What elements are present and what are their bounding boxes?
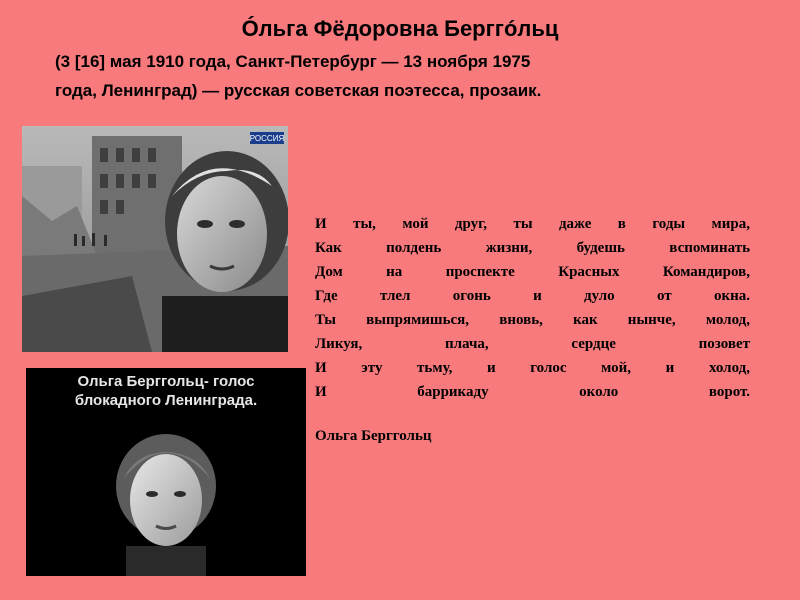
poem-author: Ольга Берггольц [315, 428, 432, 444]
caption-overlay-line-1: Ольга Берггольц- голос [77, 373, 255, 390]
subtitle-line-2: года, Ленинград) — русская советская поэтесса, прозаик. [55, 81, 542, 100]
poem-line: Как полдень жизни, будешь вспоминать [315, 240, 750, 256]
poem-line: Ликуя, плача, сердце позовет [315, 336, 750, 352]
photo-caption-overlay [26, 372, 306, 410]
portrait-photo-caption [26, 368, 306, 576]
slide-subtitle [55, 47, 655, 105]
poem-line: И ты, мой друг, ты даже в годы мира, [315, 216, 750, 232]
portrait-photo-street [22, 126, 288, 352]
caption-overlay-line-2: блокадного Ленинграда. [74, 392, 258, 409]
poem-line: Ты выпрямишься, вновь, как нынче, молод, [315, 312, 750, 328]
poem [315, 212, 750, 404]
subtitle-line-1: (3 [16] мая 1910 года, Санкт-Петербург — 13 ноября 1975 [55, 52, 531, 71]
poem-line: Где тлел огонь и дуло от окна. [315, 288, 750, 304]
channel-logo-text: РОССИЯ [249, 134, 285, 143]
poem-line: Дом на проспекте Красных Командиров, [315, 264, 750, 280]
poem-line: И баррикаду около ворот. [315, 384, 750, 400]
slide-title: Óльга Фёдоровна Берггóльц [241, 16, 559, 41]
poem-line: И эту тьму, и голос мой, и холод, [315, 360, 750, 376]
